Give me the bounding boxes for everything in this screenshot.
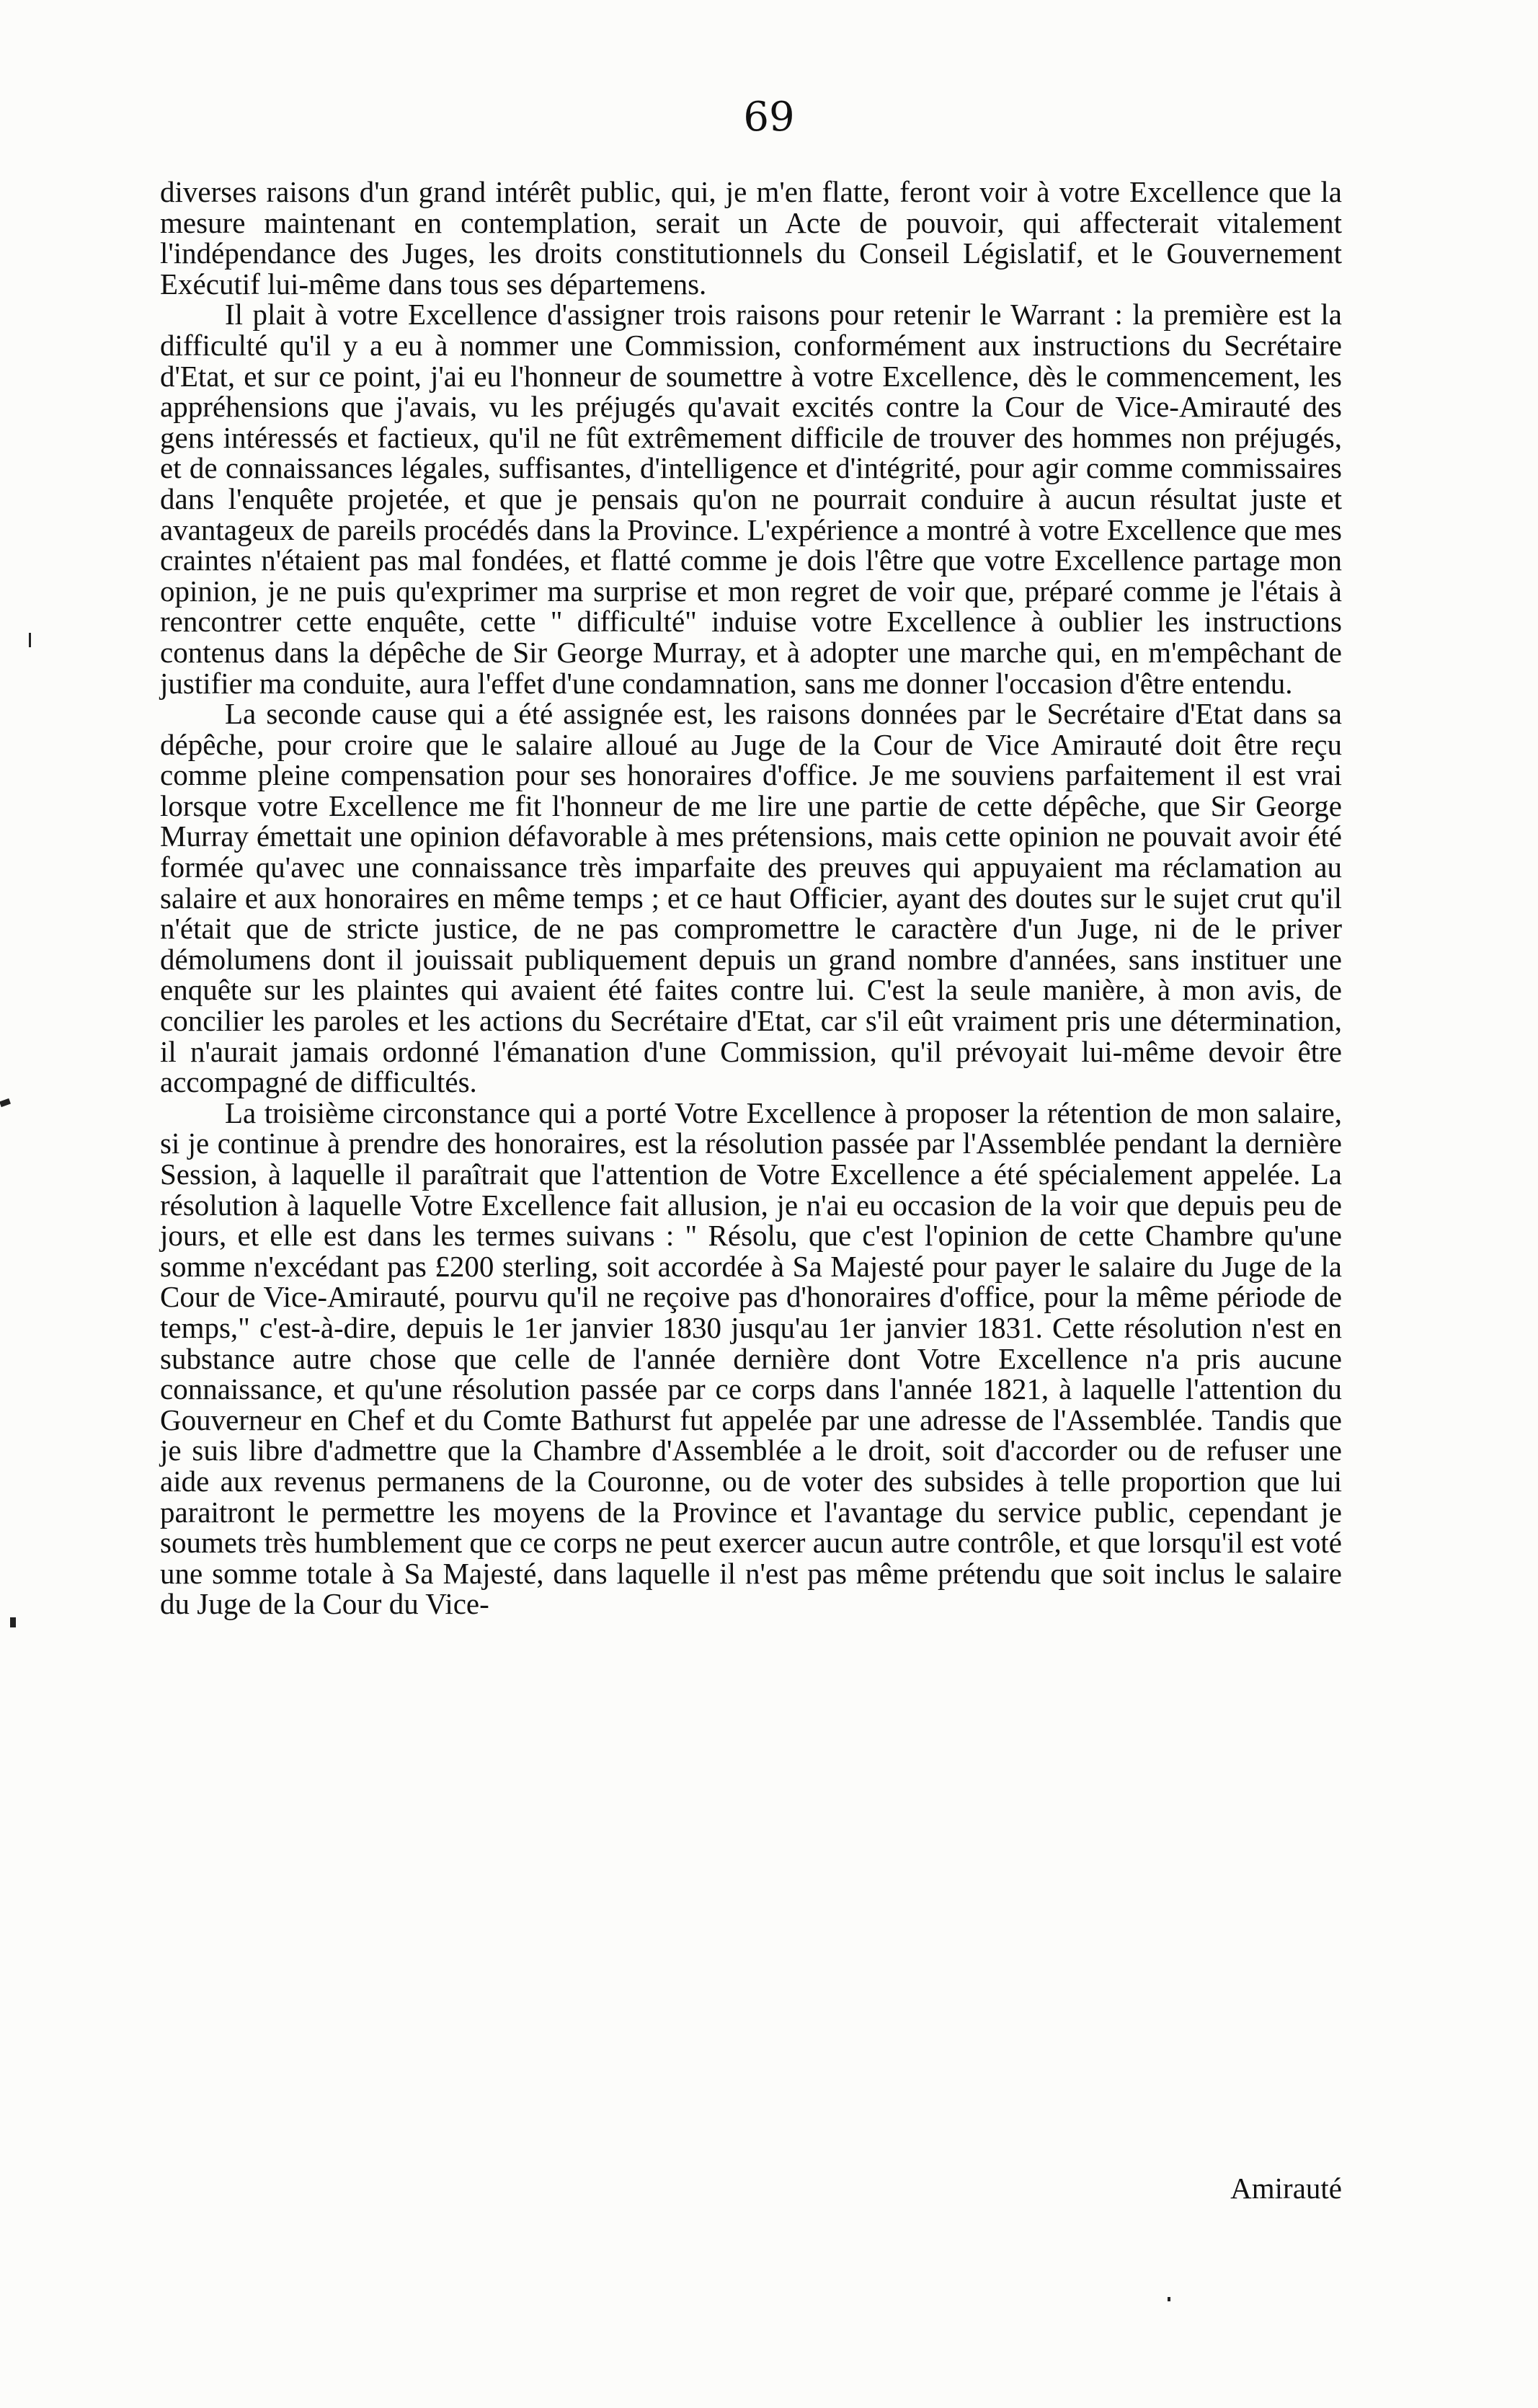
body-text [160,177,1342,1620]
margin-speck [1168,2297,1170,2301]
margin-speck [10,1617,16,1627]
page-number: 69 [743,94,795,141]
paragraph-2: Il plait à votre Excellence d'assigner trois raisons pour retenir le Warrant : la première est la difficulté qu'il y a eu à nommer une Commission, conformément aux instructions du Secrétaire d'Etat, et sur ce point, j'ai eu l'honneur de soumettre à votre Excellence, dès le commencement, les appréhensions que j'avais, vu les préjugés qu'avait excités contre la Cour de Vice-Amirauté des gens intéressés et factieux, qu'il ne fût extrêmement difficile de trouver des hommes non préjugés, et de connaissances légales, suffisantes, d'intelligence et d'intégrité, pour agir comme commissaires dans l'enquête projetée, et que je pensais qu'on ne pourrait conduire à aucun résultat juste et avantageux de pareils procédés dans la Province. L'expérience a montré à votre Excellence que mes craintes n'étaient pas mal fondées, et flatté comme je dois l'être que votre Excellence partage mon opinion, je ne puis qu'exprimer ma surprise et mon regret de voir que, préparé comme je l'étais à rencontrer cette enquête, cette " difficulté" induise votre Excellence à oublier les instructions contenus dans la dépêche de Sir George Murray, et à adopter une marche qui, en m'empêchant de justifier ma conduite, aura l'effet d'une condamnation, sans me donner l'occasion d'être entendu. [160,298,1342,700]
paragraph-3: La seconde cause qui a été assignée est, les raisons données par le Secrétaire d'Etat dans sa dépêche, pour croire que le salaire alloué au Juge de la Cour de Vice Amirauté doit être reçu comme pleine compensation pour ses honoraires d'office. Je me souviens parfaitement il est vrai lorsque votre Excellence me fit l'honneur de me lire une partie de cette dépêche, que Sir George Murray émettait une opinion défavorable à mes prétensions, mais cette opinion ne pouvait avoir été formée qu'avec une connaissance très imparfaite des preuves qui appuyaient ma réclamation au salaire et aux honoraires en même temps ; et ce haut Officier, ayant des doutes sur le sujet crut qu'il n'était que de stricte justice, de ne pas compromettre le caractère d'un Juge, ni de le priver démolumens dont il jouissait publiquement depuis un grand nombre d'années, sans instituer une enquête sur les plaintes qui avaient été faites contre lui. C'est la seule manière, à mon avis, de concilier les paroles et les actions du Secrétaire d'Etat, car s'il eût vraiment pris une détermination, il n'aurait jamais ordonné l'émanation d'une Commission, qu'il prévoyait lui-même devoir être accompagné de difficultés. [160,697,1342,1099]
catchword: Amirauté [1230,2172,1342,2205]
paragraph-4: La troisième circonstance qui a porté Votre Excellence à proposer la rétention de mon salaire, si je continue à prendre des honoraires, est la résolution passée par l'Assemblée pendant la dernière Session, à laquelle il paraîtrait que l'attention de Votre Excellence a été spécialement appelée. La résolution à laquelle Votre Excellence fait allusion, je n'ai eu occasion de la voir que depuis peu de jours, et elle est dans les termes suivans : " Résolu, que c'est l'opinion de cette Chambre qu'une somme n'excédant pas £200 sterling, soit accordée à Sa Majesté pour payer le salaire du Juge de la Cour de Vice-Amirauté, pourvu qu'il ne reçoive pas d'honoraires d'office, pour la même période de temps," c'est-à-dire, depuis le 1er janvier 1830 jusqu'au 1er janvier 1831. Cette résolution n'est en substance autre chose que celle de l'année dernière dont Votre Excellence n'a pris aucune connaissance, et qu'une résolution passée par ce corps dans l'année 1821, à laquelle l'attention du Gouverneur en Chef et du Comte Bathurst fut appelée par une adresse de l'Assemblée. Tandis que je suis libre d'admettre que la Chambre d'Assemblée a le droit, soit d'accorder ou de refuser une aide aux revenus permanens de la Couronne, ou de voter des subsides à telle proportion que lui paraitront le permettre les moyens de la Province et l'avantage du service public, cependant je soumets très humblement que ce corps ne peut exercer aucun autre contrôle, et que lorsqu'il est voté une somme totale à Sa Majesté, dans laquelle il n'est pas même prétendu que soit inclus le salaire du Juge de la Cour du Vice- [160,1096,1342,1621]
paragraph-1: diverses raisons d'un grand intérêt public, qui, je m'en flatte, feront voir à votre Excellence que la mesure maintenant en contemplation, serait un Acte de pouvoir, qui affecterait vitalement l'indépendance des Juges, les droits constitutionnels du Conseil Législatif, et le Gouvernement Exécutif lui-même dans tous ses départemens. [160,175,1342,301]
margin-speck [0,1098,11,1107]
margin-speck [29,633,31,647]
